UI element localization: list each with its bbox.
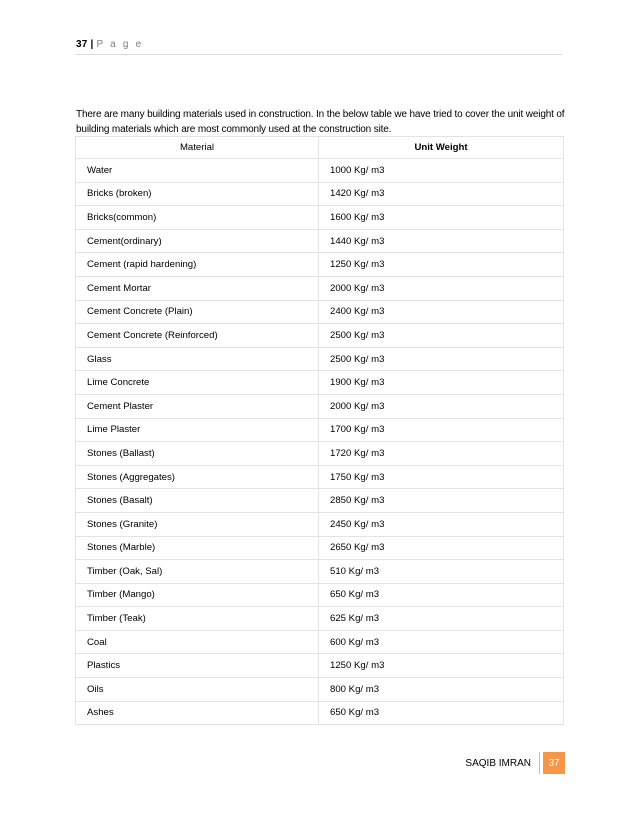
unit-weight-cell: 2400 Kg/ m3 [319,300,564,324]
material-cell: Coal [76,630,319,654]
table-body [76,159,564,725]
material-cell: Cement Concrete (Reinforced) [76,324,319,348]
table-row [76,465,564,489]
material-cell: Cement (rapid hardening) [76,253,319,277]
table-row [76,253,564,277]
table-row [76,300,564,324]
header-page-word: P a g e [96,39,144,50]
intro-paragraph: There are many building materials used in construction. In the below table we have tried to cover the unit weight of building materials which are most commonly used at the construction site. [76,109,565,135]
unit-weight-table [75,136,564,725]
footer-author: SAQIB IMRAN [465,752,540,774]
unit-weight-cell: 2500 Kg/ m3 [319,324,564,348]
table-row [76,489,564,513]
unit-weight-cell: 650 Kg/ m3 [319,583,564,607]
material-cell: Bricks(common) [76,206,319,230]
page-header [76,39,143,50]
table-row [76,630,564,654]
material-cell: Stones (Marble) [76,536,319,560]
table-row [76,442,564,466]
material-cell: Timber (Oak, Sal) [76,560,319,584]
header-page-number: 37 [76,39,88,50]
material-cell: Lime Plaster [76,418,319,442]
material-cell: Oils [76,678,319,702]
unit-weight-cell: 1900 Kg/ m3 [319,371,564,395]
unit-weight-cell: 1250 Kg/ m3 [319,654,564,678]
unit-weight-cell: 1750 Kg/ m3 [319,465,564,489]
material-cell: Lime Concrete [76,371,319,395]
material-cell: Timber (Teak) [76,607,319,631]
unit-weight-cell: 1420 Kg/ m3 [319,182,564,206]
table-row [76,512,564,536]
unit-weight-cell: 2850 Kg/ m3 [319,489,564,513]
material-cell: Plastics [76,654,319,678]
table-row [76,276,564,300]
unit-weight-cell: 1250 Kg/ m3 [319,253,564,277]
material-cell: Ashes [76,701,319,725]
column-header-unit-weight: Unit Weight [319,137,564,159]
unit-weight-cell: 1600 Kg/ m3 [319,206,564,230]
table-row [76,182,564,206]
material-cell: Cement Plaster [76,394,319,418]
unit-weight-cell: 2000 Kg/ m3 [319,276,564,300]
table-row [76,371,564,395]
table-row [76,607,564,631]
column-header-material: Material [76,137,319,159]
table-row [76,159,564,183]
unit-weight-cell: 800 Kg/ m3 [319,678,564,702]
material-cell: Timber (Mango) [76,583,319,607]
material-cell: Cement Concrete (Plain) [76,300,319,324]
material-cell: Bricks (broken) [76,182,319,206]
table-row [76,229,564,253]
unit-weight-cell: 2650 Kg/ m3 [319,536,564,560]
table-row [76,347,564,371]
material-cell: Cement Mortar [76,276,319,300]
material-cell: Cement(ordinary) [76,229,319,253]
table-header-row [76,137,564,159]
material-cell: Stones (Ballast) [76,442,319,466]
material-cell: Water [76,159,319,183]
table-row [76,418,564,442]
unit-weight-cell: 2450 Kg/ m3 [319,512,564,536]
unit-weight-cell: 510 Kg/ m3 [319,560,564,584]
material-cell: Glass [76,347,319,371]
table-row [76,560,564,584]
table-row [76,206,564,230]
material-cell: Stones (Aggregates) [76,465,319,489]
unit-weight-cell: 2000 Kg/ m3 [319,394,564,418]
table-row [76,394,564,418]
unit-weight-cell: 1720 Kg/ m3 [319,442,564,466]
unit-weight-cell: 1440 Kg/ m3 [319,229,564,253]
footer-page-number: 37 [543,752,565,774]
header-separator: | [90,39,94,50]
unit-weight-cell: 1000 Kg/ m3 [319,159,564,183]
unit-weight-cell: 2500 Kg/ m3 [319,347,564,371]
table-row [76,701,564,725]
unit-weight-cell: 650 Kg/ m3 [319,701,564,725]
table-row [76,536,564,560]
table-row [76,324,564,348]
header-divider [76,54,562,55]
table-row [76,678,564,702]
page-footer [465,752,565,774]
material-cell: Stones (Granite) [76,512,319,536]
unit-weight-cell: 1700 Kg/ m3 [319,418,564,442]
table-row [76,583,564,607]
material-cell: Stones (Basalt) [76,489,319,513]
unit-weight-cell: 625 Kg/ m3 [319,607,564,631]
table-row [76,654,564,678]
unit-weight-cell: 600 Kg/ m3 [319,630,564,654]
